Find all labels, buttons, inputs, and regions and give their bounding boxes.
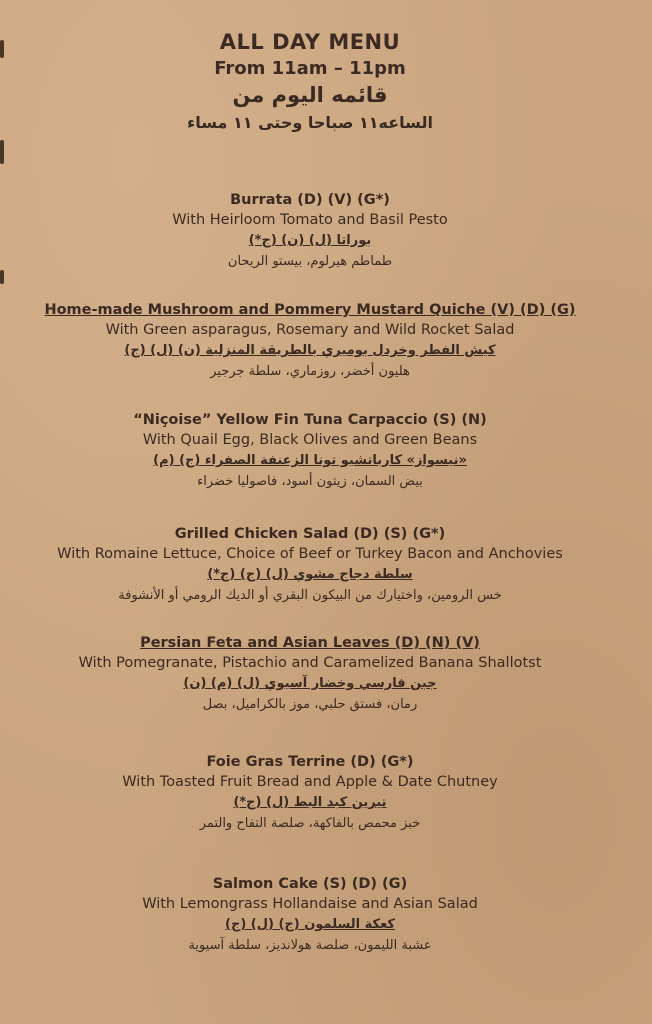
item-description-arabic: خس الرومين، واختيارك من البيكون البقري أو الديك الرومي أو الأنشوفة bbox=[118, 588, 502, 603]
item-description: With Heirloom Tomato and Basil Pesto bbox=[172, 212, 448, 228]
item-name-arabic: بوراتا (ل) (ن) (ج*) bbox=[248, 233, 372, 248]
item-name: Grilled Chicken Salad (D) (S) (G*) bbox=[174, 526, 446, 542]
item-description-arabic: خبز محمص بالفاكهة، صلصة التفاح والتمر bbox=[199, 816, 421, 831]
menu-item bbox=[0, 302, 620, 379]
item-name-arabic: كيش الفطر وخردل بوميري بالطريقة المنزلية (ن) (ل) (ج) bbox=[124, 343, 496, 358]
item-description-arabic: عشبة الليمون، صلصة هولانديز، سلطة آسيوية bbox=[188, 938, 432, 953]
menu-item bbox=[0, 412, 620, 489]
item-description: With Toasted Fruit Bread and Apple & Date Chutney bbox=[122, 774, 498, 790]
item-description: With Quail Egg, Black Olives and Green Beans bbox=[142, 432, 478, 448]
item-description: With Green asparagus, Rosemary and Wild Rocket Salad bbox=[105, 322, 515, 338]
menu-header bbox=[0, 30, 620, 132]
item-description: With Romaine Lettuce, Choice of Beef or Turkey Bacon and Anchovies bbox=[57, 546, 563, 562]
menu-item bbox=[0, 192, 620, 269]
item-name: Foie Gras Terrine (D) (G*) bbox=[206, 754, 414, 770]
edge-mark bbox=[0, 270, 4, 284]
menu-item bbox=[0, 876, 620, 953]
item-name: “Niçoise” Yellow Fin Tuna Carpaccio (S) (N) bbox=[133, 412, 487, 428]
item-name: Salmon Cake (S) (D) (G) bbox=[212, 876, 408, 892]
item-name-arabic: كعكة السلمون (ج) (ل) (ج) bbox=[225, 917, 395, 932]
item-name-arabic: تيرين كبد البط (ل) (ج*) bbox=[233, 795, 387, 810]
menu-title-arabic: قائمه اليوم من bbox=[232, 83, 388, 107]
item-name: Persian Feta and Asian Leaves (D) (N) (V) bbox=[140, 635, 480, 651]
menu-item bbox=[0, 526, 620, 603]
item-name-arabic: «نيسواز» كارباتشيو تونا الزعنفة الصفراء (ج) (م) bbox=[153, 453, 467, 468]
menu-hours: From 11am – 11pm bbox=[214, 58, 406, 79]
menu-hours-arabic: الساعه١١ صباحا وحتى ١١ مساء bbox=[187, 113, 433, 132]
item-name: Burrata (D) (V) (G*) bbox=[230, 192, 390, 208]
item-name-arabic: جبن فارسي وخضار آسيوي (ل) (م) (ن) bbox=[183, 676, 437, 691]
menu-item bbox=[0, 754, 620, 831]
edge-mark bbox=[0, 140, 4, 164]
item-description-arabic: طماطم هيرلوم، بيستو الريحان bbox=[227, 254, 393, 269]
item-description-arabic: رمان، فستق حلبي، موز بالكراميل، بصل bbox=[202, 697, 418, 712]
item-name: Home-made Mushroom and Pommery Mustard Quiche (V) (D) (G) bbox=[44, 302, 576, 318]
item-description-arabic: بيض السمان، زيتون أسود، فاصوليا خضراء bbox=[197, 474, 423, 489]
menu-title: ALL DAY MENU bbox=[219, 30, 401, 54]
item-description: With Pomegranate, Pistachio and Caramelized Banana Shallotst bbox=[78, 655, 542, 671]
menu-item bbox=[0, 635, 620, 712]
item-description: With Lemongrass Hollandaise and Asian Salad bbox=[142, 896, 478, 912]
item-description-arabic: هليون أخضر، روزماري، سلطة جرجير bbox=[210, 364, 410, 379]
item-name-arabic: سلطة دجاج مشوي (ل) (ج) (ج*) bbox=[207, 567, 413, 582]
